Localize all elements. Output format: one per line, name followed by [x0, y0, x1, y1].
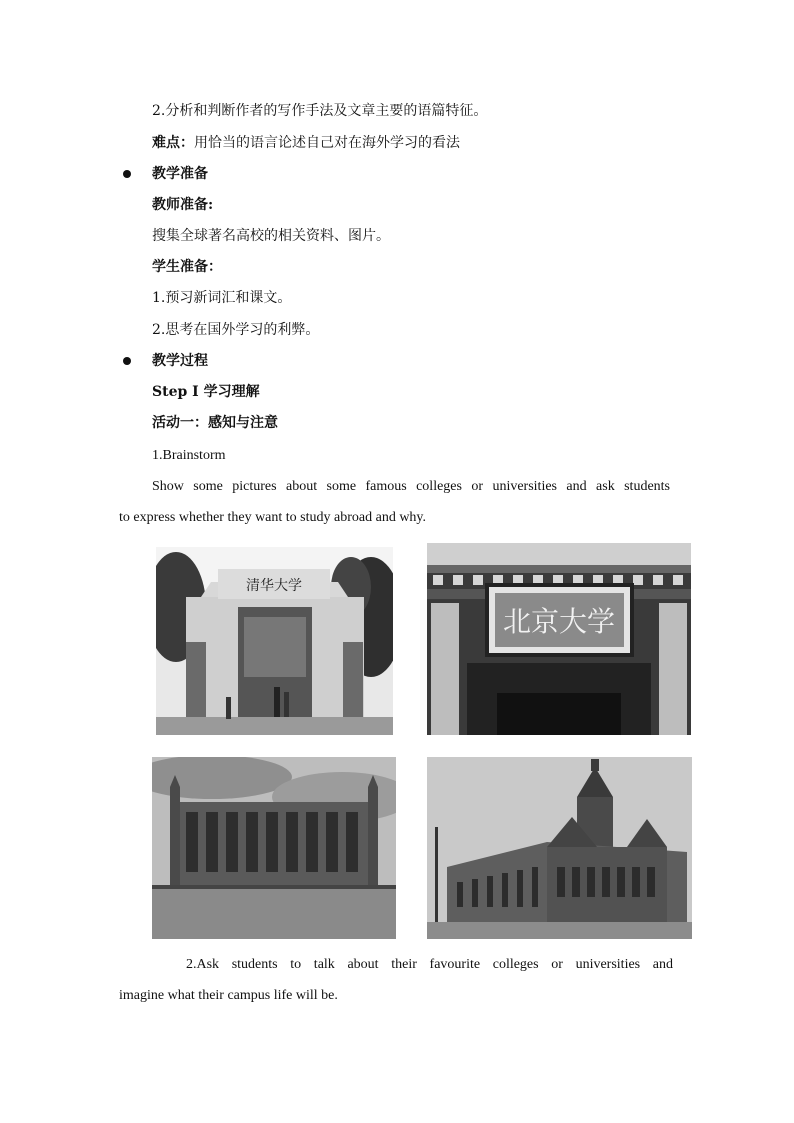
- difficulty-text: 用恰当的语言论述自己对在海外学习的看法: [194, 135, 460, 151]
- paragraph-2-line-2: imagine what their campus life will be.: [119, 988, 338, 1003]
- photo-peking-gate: [427, 543, 691, 735]
- photo-chapel: [152, 757, 396, 939]
- paragraph-1-line-1: Show some pictures about some famous colleges or universities and ask students: [152, 479, 670, 494]
- peking-plaque-text: 北京大学: [502, 605, 616, 638]
- brainstorm-label: 1.Brainstorm: [152, 448, 226, 463]
- difficulty-line: [152, 133, 460, 153]
- difficulty-label: 难点：: [152, 135, 194, 151]
- tsinghua-inscription: 清华大学: [246, 578, 302, 594]
- activity-heading: 活动一：感知与注意: [152, 415, 278, 431]
- paragraph-1-line-2: to express whether they want to study abroad and why.: [119, 510, 427, 525]
- photo-memorial-hall: [427, 757, 692, 939]
- photo-tsinghua-gate: [156, 547, 393, 735]
- student-preparation-label: 学生准备：: [152, 259, 222, 275]
- paragraph-2-line-1: 2.Ask students to talk about their favourite colleges or universities and: [186, 957, 673, 972]
- university-photo-grid: [152, 543, 692, 939]
- step-heading: Step I 学习理解: [152, 384, 260, 400]
- teacher-preparation-label: 教师准备:: [152, 197, 214, 213]
- bullet-icon: [123, 357, 131, 365]
- student-preparation-item-2: 2.思考在国外学习的利弊。: [152, 322, 320, 338]
- section-heading-preparation: 教学准备: [152, 166, 208, 182]
- bullet-icon: [123, 170, 131, 178]
- difficulty-point-2: 2.分析和判断作者的写作手法及文章主要的语篇特征。: [152, 103, 488, 119]
- student-preparation-item-1: 1.预习新词汇和课文。: [152, 290, 292, 306]
- teacher-preparation-text: 搜集全球著名高校的相关资料、图片。: [152, 228, 390, 244]
- section-heading-process: 教学过程: [152, 353, 208, 369]
